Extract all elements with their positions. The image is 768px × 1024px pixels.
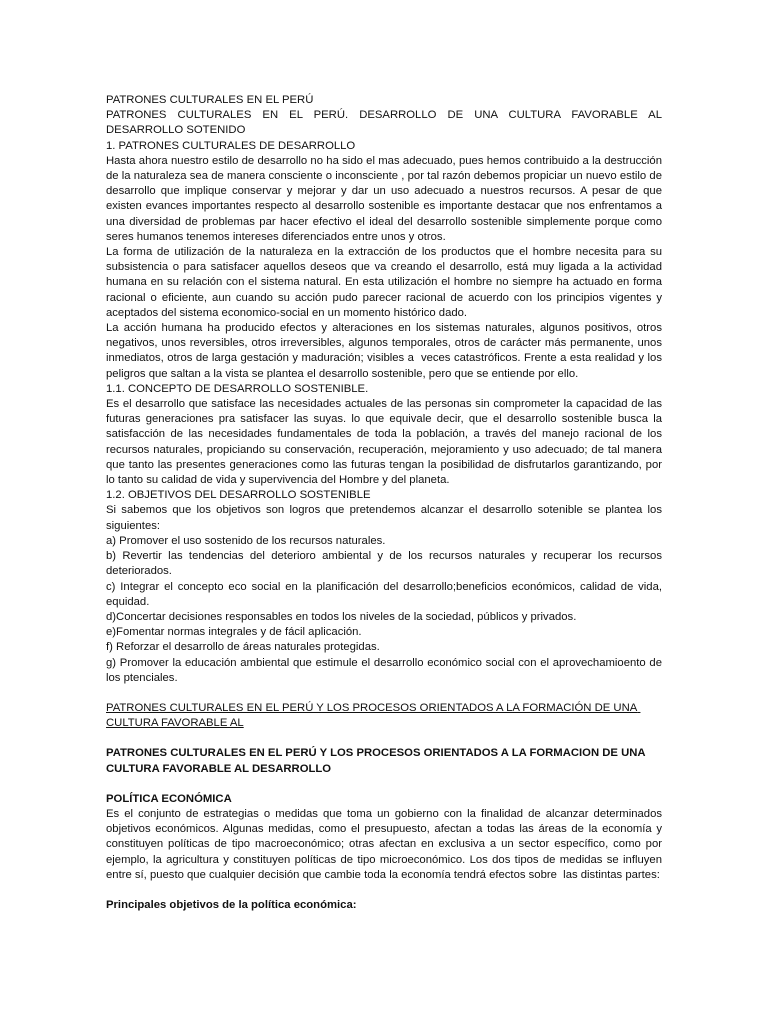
- list-item: f) Reforzar el desarrollo de áreas naturales protegidas.: [106, 641, 380, 654]
- document-subtitle: PATRONES CULTURALES EN EL PERÚ. DESARROLLO DE UNA CULTURA FAVORABLE AL DESARROLLO SOTENIDO: [106, 109, 666, 137]
- list-item: a) Promover el uso sostenido de los recursos naturales.: [106, 534, 386, 547]
- objectives-list: [106, 534, 666, 686]
- paragraph-1: Hasta ahora nuestro estilo de desarrollo no ha sido el mas adecuado, pues hemos contribuido a la destrucción de la naturaleza sea de manera consciente o inconsciente , por tal razón debemos propiciar un nuevo estilo de desarrollo que implique conservar y mejorar y dar un uso adecuado a nuestros recursos. A pesar de que existen evances importantes respecto al desarrollo sostenible es importante destacar que nos enfrentamos a una diversidad de problemas par hacer efectivo el ideal del desarrollo sostenible simplemente porque como seres humanos tenemos intereses diferenciados entre unos y otros.: [106, 154, 666, 243]
- list-item: e)Fomentar normas integrales y de fácil aplicación.: [106, 626, 362, 639]
- list-item: g) Promover la educación ambiental que estimule el desarrollo económico social con el aprovechamioento de los ptenciales.: [106, 656, 666, 684]
- list-item: d)Concertar decisiones responsables en todos los niveles de la sociedad, públicos y privados.: [106, 610, 577, 623]
- document-title: PATRONES CULTURALES EN EL PERÚ: [106, 94, 314, 106]
- paragraph-3: La acción humana ha producido efectos y alteraciones en los sistemas naturales, algunos positivos, otros negativos, unos reversibles, otros irreversibles, algunos temporales, otros de carácter más permanente, unos inmediatos, otros de larga gestación y maduración; visibles a veces catastróficos. Frente a esta realidad y los peligros que saltan a la vista se plantea el desarrollo sostenible, pero que se entiende por ello.: [106, 322, 666, 380]
- paragraph-5: Si sabemos que los objetivos son logros que pretendemos alcanzar el desarrollo sotenible se plantea los siguientes:: [106, 504, 666, 532]
- section-heading-1: 1. PATRONES CULTURALES DE DESARROLLO: [106, 139, 356, 152]
- politica-economica-title: POLÍTICA ECONÓMICA: [106, 792, 232, 805]
- paragraph-6: Es el conjunto de estrategias o medidas que toma un gobierno con la finalidad de alcanzar determinados objetivos económicos. Algunas medidas, como el presupuesto, afectan a todas las áreas de la economía y constituyen políticas de tipo macroeconómico; otras afectan en exclusiva a un sector específico, como por ejemplo, la agricultura y constituyen políticas de tipo microeconómico. Los dos tipos de medidas se influyen entre sí, puesto que cualquier decisión que cambie toda la economía tendrá efectos sobre las distintas partes:: [106, 807, 666, 881]
- objetivos-title: Principales objetivos de la política económica:: [106, 898, 357, 911]
- paragraph-4: Es el desarrollo que satisface las necesidades actuales de las personas sin comprometer la capacidad de las futuras generaciones pra satisfacer las suyas. lo que equivale decir, que el desarrollo sostenible busca la satisfacción de las necesidades fundamentales de toda la población, a través del manejo racional de los recursos naturales, propiciando su conservación, recuperación, mejoramiento y uso adecuado; de tal manera que tanto las presentes generaciones como las futuras tengan la posibilidad de disfrutarlos garantizando, por lo tanto su calidad de vida y supervivencia del Hombre y del planeta.: [106, 398, 666, 487]
- list-item: b) Revertir las tendencias del deterioro ambiental y de los recursos naturales y recuperar los recursos deteriorados.: [106, 550, 666, 578]
- section-heading-1-1: 1.1. CONCEPTO DE DESARROLLO SOSTENIBLE.: [106, 382, 369, 395]
- paragraph-2: La forma de utilización de la naturaleza en la extracción de los productos que el hombre necesita para su subsistencia o para satisfacer aquellos deseos que va creando el desarrollo, está muy ligada a la actividad humana en su relación con el sistema natural. En esta utilización el hombre no siempre ha actuado en forma racional o eficiente, aun cuando su acción pudo parecer racional de acuerdo con los principios vigentes y aceptados del sistema economico-social en un momento histórico dado.: [106, 246, 666, 319]
- underlined-heading: PATRONES CULTURALES EN EL PERÚ Y LOS PROCESOS ORIENTADOS A LA FORMACIÓN DE UNA CULTURA FAVORABLE AL: [106, 701, 641, 730]
- section-heading-1-2: 1.2. OBJETIVOS DEL DESARROLLO SOSTENIBLE: [106, 489, 371, 502]
- list-item: c) Integrar el concepto eco social en la planificación del desarrollo;beneficios económicos, calidad de vida, equidad.: [106, 580, 666, 608]
- bold-heading: PATRONES CULTURALES EN EL PERÚ Y LOS PROCESOS ORIENTADOS A LA FORMACION DE UNA CULTURA FAVORABLE AL DESARROLLO: [106, 747, 649, 775]
